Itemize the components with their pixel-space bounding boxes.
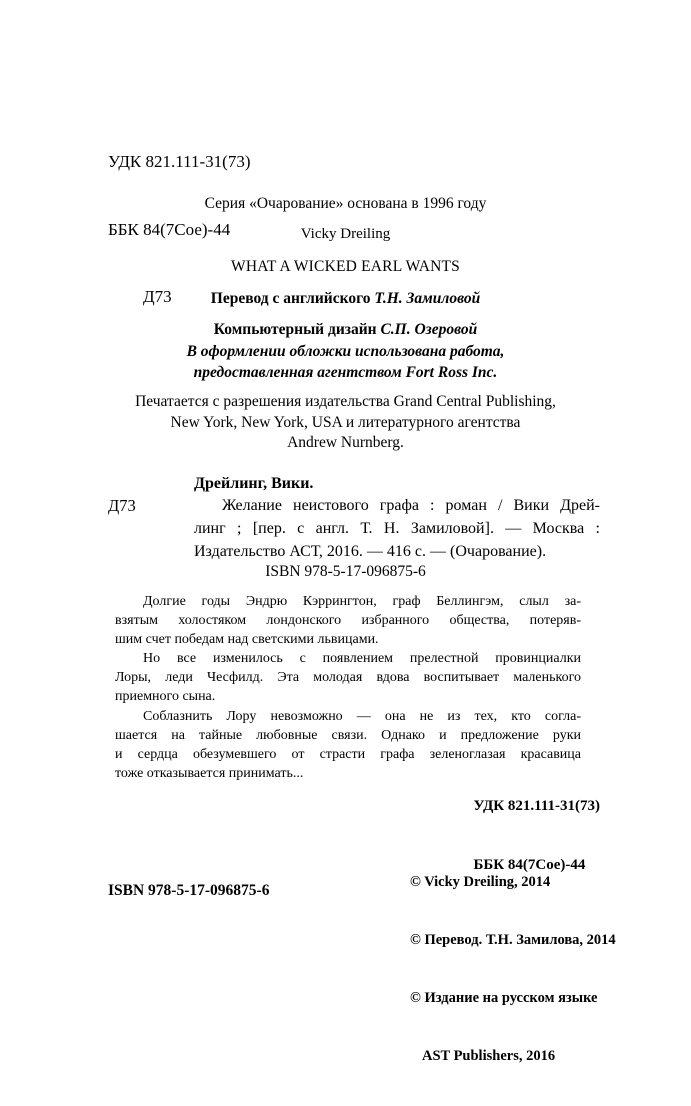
publishing-permission xyxy=(0,392,691,454)
catalog-line-3: Издательство АСТ, 2016. — 416 с. — (Очарование). xyxy=(194,543,547,560)
translator-name: Т.Н. Замиловой xyxy=(374,290,481,307)
annotation-p2-line-3: приемного сына. xyxy=(115,689,216,705)
annotation-p2-line-2: Лоры, леди Чесфилд. Эта молодая вдова воспитывает маленького xyxy=(115,670,581,686)
original-title: WHAT A WICKED EARL WANTS xyxy=(231,258,460,275)
permission-line-3: Andrew Nurnberg. xyxy=(287,434,404,451)
annotation-p3-line-1: Соблазнить Лору невозможно — она не из тех, кто согла- xyxy=(143,708,581,724)
annotation-p3-line-2: шается на тайные любовные связи. Однако и предложение руки xyxy=(115,727,581,743)
cover-credit-line-2: предоставленная агентством Fort Ross Inc. xyxy=(193,364,498,381)
catalog-sigla: Д73 xyxy=(108,496,136,515)
isbn-bottom: ISBN 978-5-17-096875-6 xyxy=(108,882,270,899)
annotation-p2-line-1: Но все изменилось с появлением прелестной провинциалки xyxy=(143,651,581,667)
copyright-line-1: © Vicky Dreiling, 2014 xyxy=(410,873,551,890)
permission-line-2: New York, New York, USA и литературного агентства xyxy=(170,413,521,431)
designer-name: С.П. Озеровой xyxy=(380,321,478,338)
copyright-line-2: © Перевод. Т.Н. Замилова, 2014 xyxy=(410,932,616,949)
annotation-paragraph-1 xyxy=(115,592,581,649)
udk-code-repeat: УДК 821.111-31(73) xyxy=(473,798,600,814)
bbk-code-repeat: ББК 84(7Сое)-44 xyxy=(473,856,586,873)
permission-line-1: Печатается с разрешения издательства Grand Central Publishing, xyxy=(135,393,556,410)
catalog-entry xyxy=(108,474,600,563)
design-label: Компьютерный дизайн xyxy=(213,321,381,338)
annotation-paragraph-2 xyxy=(115,649,581,706)
udk-code: УДК 821.111-31(73) xyxy=(108,152,251,171)
catalog-line-2: линг ; [пер. с англ. Т. Н. Замиловой]. — Москва : xyxy=(194,520,601,537)
annotation-p1-line-2: взятым холостяком лондонского избранного общества, потеряв- xyxy=(115,613,581,629)
isbn-catalog: ISBN 978-5-17-096875-6 xyxy=(265,563,426,580)
annotation-p1-line-3: шим счет победам над светскими львицами. xyxy=(115,632,379,648)
copyright-line-3: © Издание на русском языке xyxy=(410,990,598,1007)
copyright-block xyxy=(410,834,616,1106)
translation-label: Перевод с английского xyxy=(210,290,375,307)
series-line: Серия «Очарование» основана в 1996 году xyxy=(204,195,487,212)
catalog-author-heading: Дрейлинг, Вики. xyxy=(194,475,314,492)
translation-credit xyxy=(0,283,691,314)
author-latin-name: Vicky Dreiling xyxy=(300,226,391,242)
credits-block xyxy=(0,189,691,345)
annotation-p1-line-1: Долгие годы Эндрю Кэррингтон, граф Беллингэм, слыл за- xyxy=(143,594,581,609)
annotation-block xyxy=(115,592,581,783)
catalog-description xyxy=(108,494,600,563)
copyright-line-4: AST Publishers, 2016 xyxy=(422,1048,556,1065)
annotation-p3-line-3: и сердца обезумевшего от страсти графа зеленоглазая красавица xyxy=(115,746,581,762)
cover-artwork-credit xyxy=(0,341,691,383)
cover-credit-line-1: В оформлении обложки использована работа, xyxy=(186,343,505,360)
bbk-code: ББК 84(7Сое)-44 xyxy=(108,219,231,239)
catalog-line-1: Желание неистового графа : роман / Вики Дрей- xyxy=(222,497,601,514)
sigla-code: Д73 xyxy=(143,287,172,306)
annotation-p3-line-4: тоже отказывается принимать... xyxy=(115,765,304,781)
